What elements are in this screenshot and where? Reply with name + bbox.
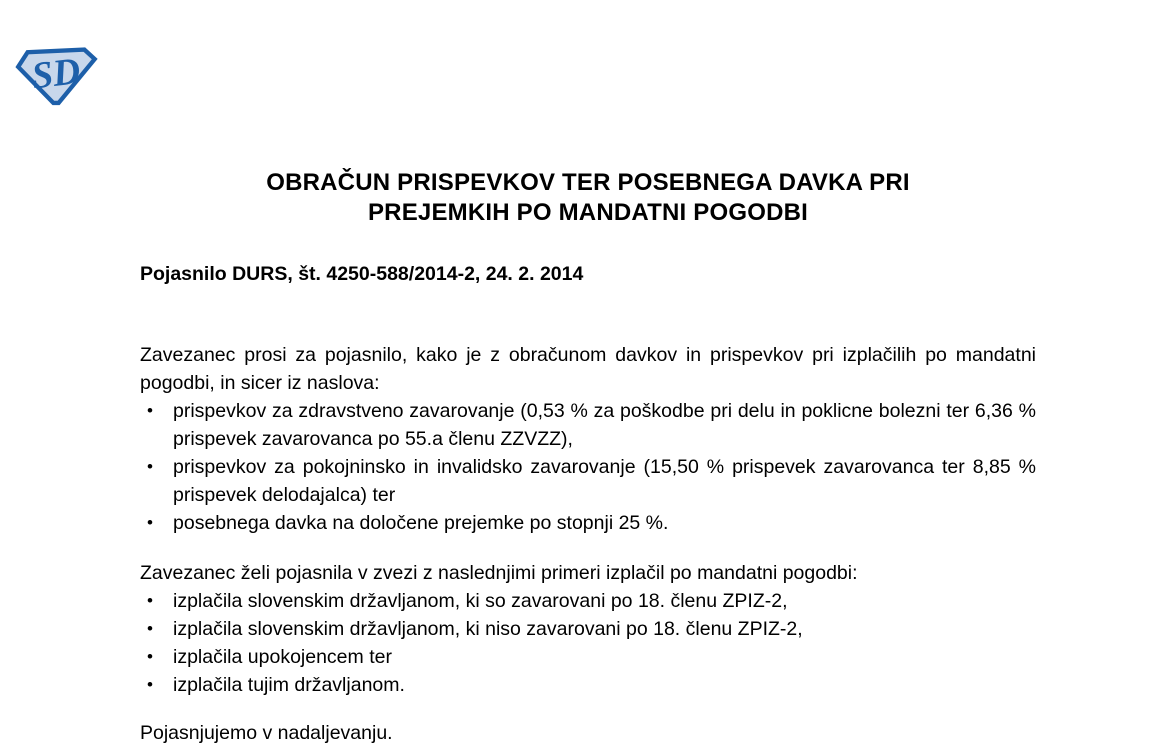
list-item: • izplačila tujim državljanom. xyxy=(140,671,1036,699)
list-item: • izplačila slovenskim državljanom, ki so zavarovani po 18. členu ZPIZ-2, xyxy=(140,587,1036,615)
second-paragraph: Zavezanec želi pojasnila v zvezi z naslednjimi primeri izplačil po mandatni pogodbi: xyxy=(140,562,858,584)
list-item: • izplačila upokojencem ter xyxy=(140,643,1036,671)
list-item: • prispevkov za zdravstveno zavarovanje (0,53 % za poškodbe pri delu in poklicne bolezni ter 6,36 % prispevek zavarovanca po 55.a členu ZZVZZ), xyxy=(140,397,1036,453)
document-title xyxy=(140,168,1036,228)
list-item: • izplačila slovenskim državljanom, ki niso zavarovani po 18. členu ZPIZ-2, xyxy=(140,615,1036,643)
document-subtitle: Pojasnilo DURS, št. 4250-588/2014-2, 24. 2. 2014 xyxy=(140,263,584,285)
title-line-1: OBRAČUN PRISPEVKOV TER POSEBNEGA DAVKA PRI xyxy=(266,169,910,196)
list-item: • posebnega davka na določene prejemke po stopnji 25 %. xyxy=(140,509,1036,537)
intro-paragraph: Zavezanec prosi za pojasnilo, kako je z obračunom davkov in prispevkov pri izplačilih po mandatni pogodbi, in sicer iz naslova: xyxy=(140,344,1036,394)
closing-paragraph: Pojasnjujemo v nadaljevanju. xyxy=(140,722,393,744)
document-page xyxy=(140,0,1036,747)
logo-letters: SD xyxy=(29,49,83,98)
list-item: • prispevkov za pokojninsko in invalidsko zavarovanje (15,50 % prispevek zavarovanca ter 8,85 % prispevek delodajalca) ter xyxy=(140,453,1036,509)
title-line-2: PREJEMKIH PO MANDATNI POGODBI xyxy=(367,199,809,226)
payment-cases-list xyxy=(140,587,1036,699)
contributions-list xyxy=(140,397,1036,537)
sd-shield-logo xyxy=(13,46,99,110)
